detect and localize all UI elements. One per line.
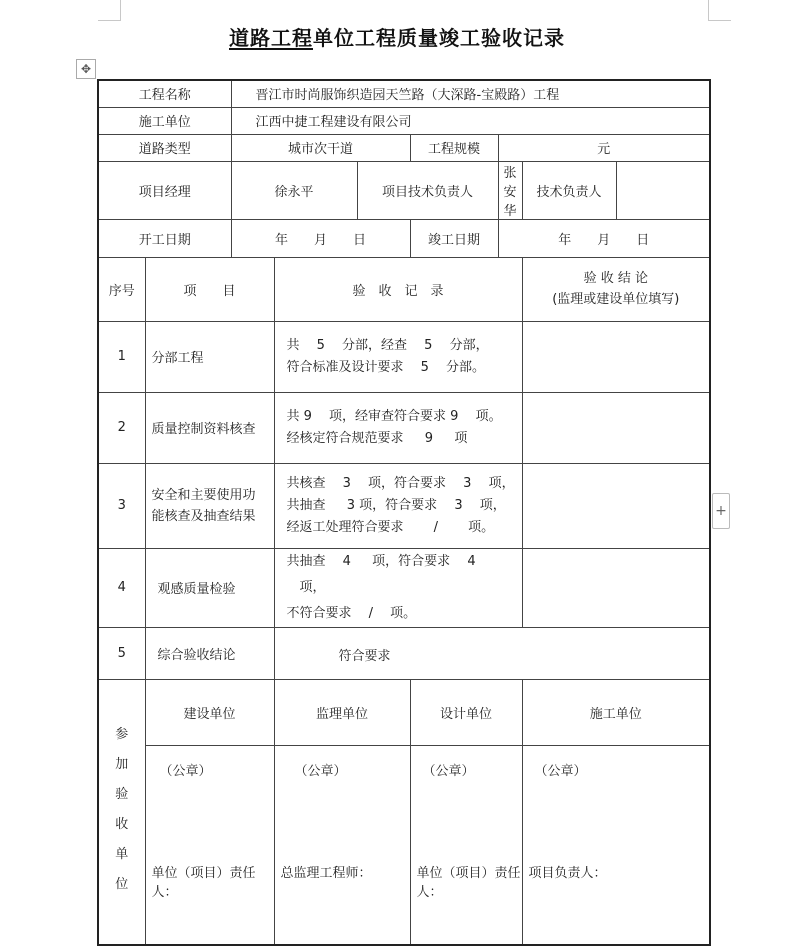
row-conclusion[interactable] bbox=[522, 463, 710, 548]
table-row bbox=[98, 627, 710, 679]
responsible-label: 项目负责人： bbox=[528, 865, 607, 881]
tech-lead-value[interactable]: 张安华 bbox=[498, 161, 522, 219]
row-road-type bbox=[98, 134, 710, 161]
stamp-label: （公章） bbox=[159, 763, 212, 779]
row-seq: 4 bbox=[98, 548, 145, 627]
title-suffix: 单位工程质量竣工验收记录 bbox=[313, 26, 565, 50]
table-row bbox=[98, 392, 710, 463]
row-record[interactable] bbox=[274, 548, 522, 627]
row-conclusion[interactable] bbox=[522, 548, 710, 627]
road-type-value[interactable]: 城市次干道 bbox=[231, 134, 410, 161]
road-type-label: 道路类型 bbox=[98, 134, 231, 161]
record-line: 符合标准及设计要求 5 分部。 bbox=[286, 359, 486, 375]
row-item: 质量控制资料核查 bbox=[145, 392, 274, 463]
table-row bbox=[98, 321, 710, 392]
acceptance-table bbox=[97, 79, 711, 946]
row-item: 观感质量检验 bbox=[145, 548, 274, 627]
row-conclusion[interactable] bbox=[522, 321, 710, 392]
row-managers bbox=[98, 161, 710, 219]
header-record: 验 收 记 录 bbox=[274, 257, 522, 321]
stamp-label: （公章） bbox=[534, 763, 587, 779]
stamp-label: （公章） bbox=[294, 763, 347, 779]
tech-owner-label: 技术负责人 bbox=[522, 161, 616, 219]
page-corner-mark-right bbox=[708, 0, 731, 21]
page-title bbox=[0, 22, 794, 51]
row-participant-names bbox=[98, 679, 710, 745]
contractor-value[interactable]: 江西中捷工程建设有限公司 bbox=[231, 107, 710, 134]
row-seq: 2 bbox=[98, 392, 145, 463]
contractor-label: 施工单位 bbox=[98, 107, 231, 134]
unit-signature-cell[interactable] bbox=[410, 745, 522, 945]
row-item: 安全和主要使用功能核查及抽查结果 bbox=[145, 463, 274, 548]
project-name-value[interactable]: 晋江市时尚服饰织造园天竺路（大深路-宝殿路）工程 bbox=[231, 80, 710, 107]
unit-signature-cell[interactable] bbox=[145, 745, 274, 945]
participants-side-text: 参加验收单位 bbox=[115, 726, 129, 892]
header-seq: 序号 bbox=[98, 257, 145, 321]
responsible-label: 总监理工程师： bbox=[280, 865, 372, 881]
row-seq: 3 bbox=[98, 463, 145, 548]
table-row bbox=[98, 463, 710, 548]
row-record[interactable] bbox=[274, 321, 522, 392]
title-prefix: 道路工程 bbox=[229, 26, 313, 50]
end-date-label: 竣工日期 bbox=[410, 219, 498, 257]
record-line: 经返工处理符合要求 / 项。 bbox=[286, 519, 495, 535]
page-corner-mark-left bbox=[98, 0, 121, 21]
row-item: 综合验收结论 bbox=[145, 627, 274, 679]
record-line: 共核查 3 项，符合要求 3 项， bbox=[286, 475, 515, 491]
header-item: 项 目 bbox=[145, 257, 274, 321]
row-contractor bbox=[98, 107, 710, 134]
start-date-label: 开工日期 bbox=[98, 219, 231, 257]
header-conclusion-line1: 验 收 结 论 bbox=[583, 271, 648, 286]
record-line: 共抽查 3 项，符合要求 3 项， bbox=[286, 497, 506, 513]
move-handle-icon[interactable]: ✥ bbox=[76, 59, 96, 79]
participants-side-label bbox=[98, 679, 145, 945]
end-date-value[interactable]: 年 月 日 bbox=[498, 219, 710, 257]
record-line: 经核定符合规范要求 9 项 bbox=[286, 430, 468, 446]
row-seq: 5 bbox=[98, 627, 145, 679]
record-line: 共 5 分部，经查 5 分部， bbox=[286, 337, 489, 353]
tech-lead-label: 项目技术负责人 bbox=[357, 161, 498, 219]
row-conclusion[interactable] bbox=[522, 392, 710, 463]
scale-label: 工程规模 bbox=[410, 134, 498, 161]
row-record[interactable] bbox=[274, 392, 522, 463]
responsible-label: 单位（项目）责任人： bbox=[151, 865, 256, 900]
stamp-label: （公章） bbox=[422, 763, 475, 779]
table-row bbox=[98, 548, 710, 627]
row-participant-signatures bbox=[98, 745, 710, 945]
record-line: 共抽查 4 项，符合要求 4 项， bbox=[286, 553, 476, 595]
header-conclusion-line2: (监理或建设单位填写) bbox=[552, 292, 680, 307]
row-item: 分部工程 bbox=[145, 321, 274, 392]
project-name-label: 工程名称 bbox=[98, 80, 231, 107]
unit-name: 施工单位 bbox=[522, 679, 710, 745]
unit-name: 设计单位 bbox=[410, 679, 522, 745]
row-record[interactable] bbox=[274, 463, 522, 548]
row-column-headers bbox=[98, 257, 710, 321]
unit-signature-cell[interactable] bbox=[522, 745, 710, 945]
add-row-icon[interactable]: + bbox=[712, 493, 730, 529]
pm-value[interactable]: 徐永平 bbox=[231, 161, 357, 219]
header-conclusion bbox=[522, 257, 710, 321]
scale-value[interactable]: 元 bbox=[498, 134, 710, 161]
row-record[interactable] bbox=[274, 627, 710, 679]
unit-name: 建设单位 bbox=[145, 679, 274, 745]
row-project-name bbox=[98, 80, 710, 107]
unit-name: 监理单位 bbox=[274, 679, 410, 745]
record-line: 符合要求 bbox=[286, 649, 391, 664]
start-date-value[interactable]: 年 月 日 bbox=[231, 219, 410, 257]
row-seq: 1 bbox=[98, 321, 145, 392]
row-dates bbox=[98, 219, 710, 257]
pm-label: 项目经理 bbox=[98, 161, 231, 219]
record-line: 不符合要求 / 项。 bbox=[286, 605, 417, 621]
responsible-label: 单位（项目）责任人： bbox=[416, 865, 521, 900]
tech-owner-value[interactable] bbox=[616, 161, 710, 219]
record-line: 共 9 项，经审查符合要求 9 项。 bbox=[286, 408, 502, 424]
unit-signature-cell[interactable] bbox=[274, 745, 410, 945]
